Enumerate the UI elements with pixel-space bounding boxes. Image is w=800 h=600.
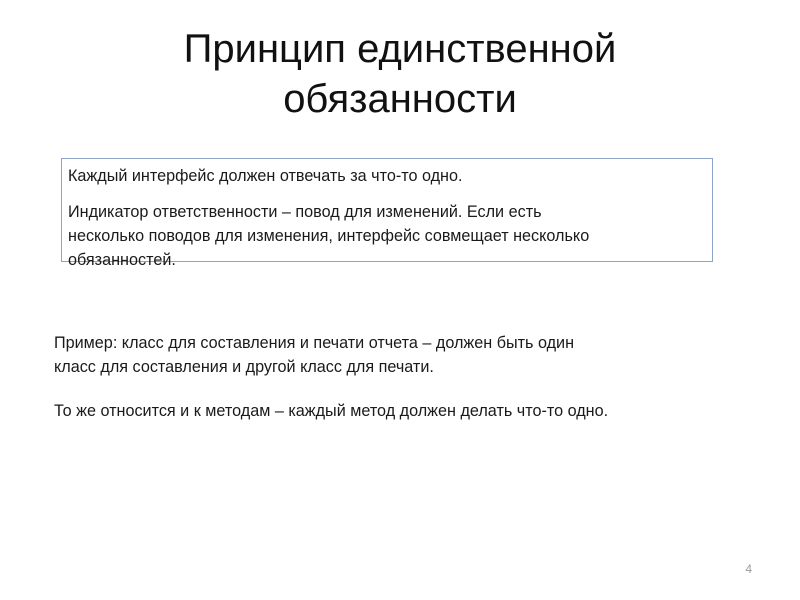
paragraph-spacer [54,379,754,399]
example-line-1: Пример: класс для составления и печати отчета – должен быть один [54,334,575,352]
page-number: 4 [745,562,752,576]
example-line-3: То же относится и к методам – каждый метод должен делать что-то одно. [54,402,609,420]
paragraph-spacer [68,188,718,200]
slide-title [100,24,700,124]
example-line-2: класс для составления и другой класс для печати. [54,358,434,376]
definition-paragraph-2-line-3: обязанностей. [68,251,176,269]
definition-paragraph-2-line-1: Индикатор ответственности – повод для изменений. Если есть [68,203,542,221]
definition-paragraph-1: Каждый интерфейс должен отвечать за что-то одно. [68,167,463,185]
definition-box-text [68,164,718,272]
definition-paragraph-2-line-2: несколько поводов для изменения, интерфейс совмещает несколько [68,227,590,245]
example-text [54,331,754,423]
slide-title-line-1: Принцип единственной [183,27,617,71]
slide-title-line-2: обязанности [283,77,517,121]
